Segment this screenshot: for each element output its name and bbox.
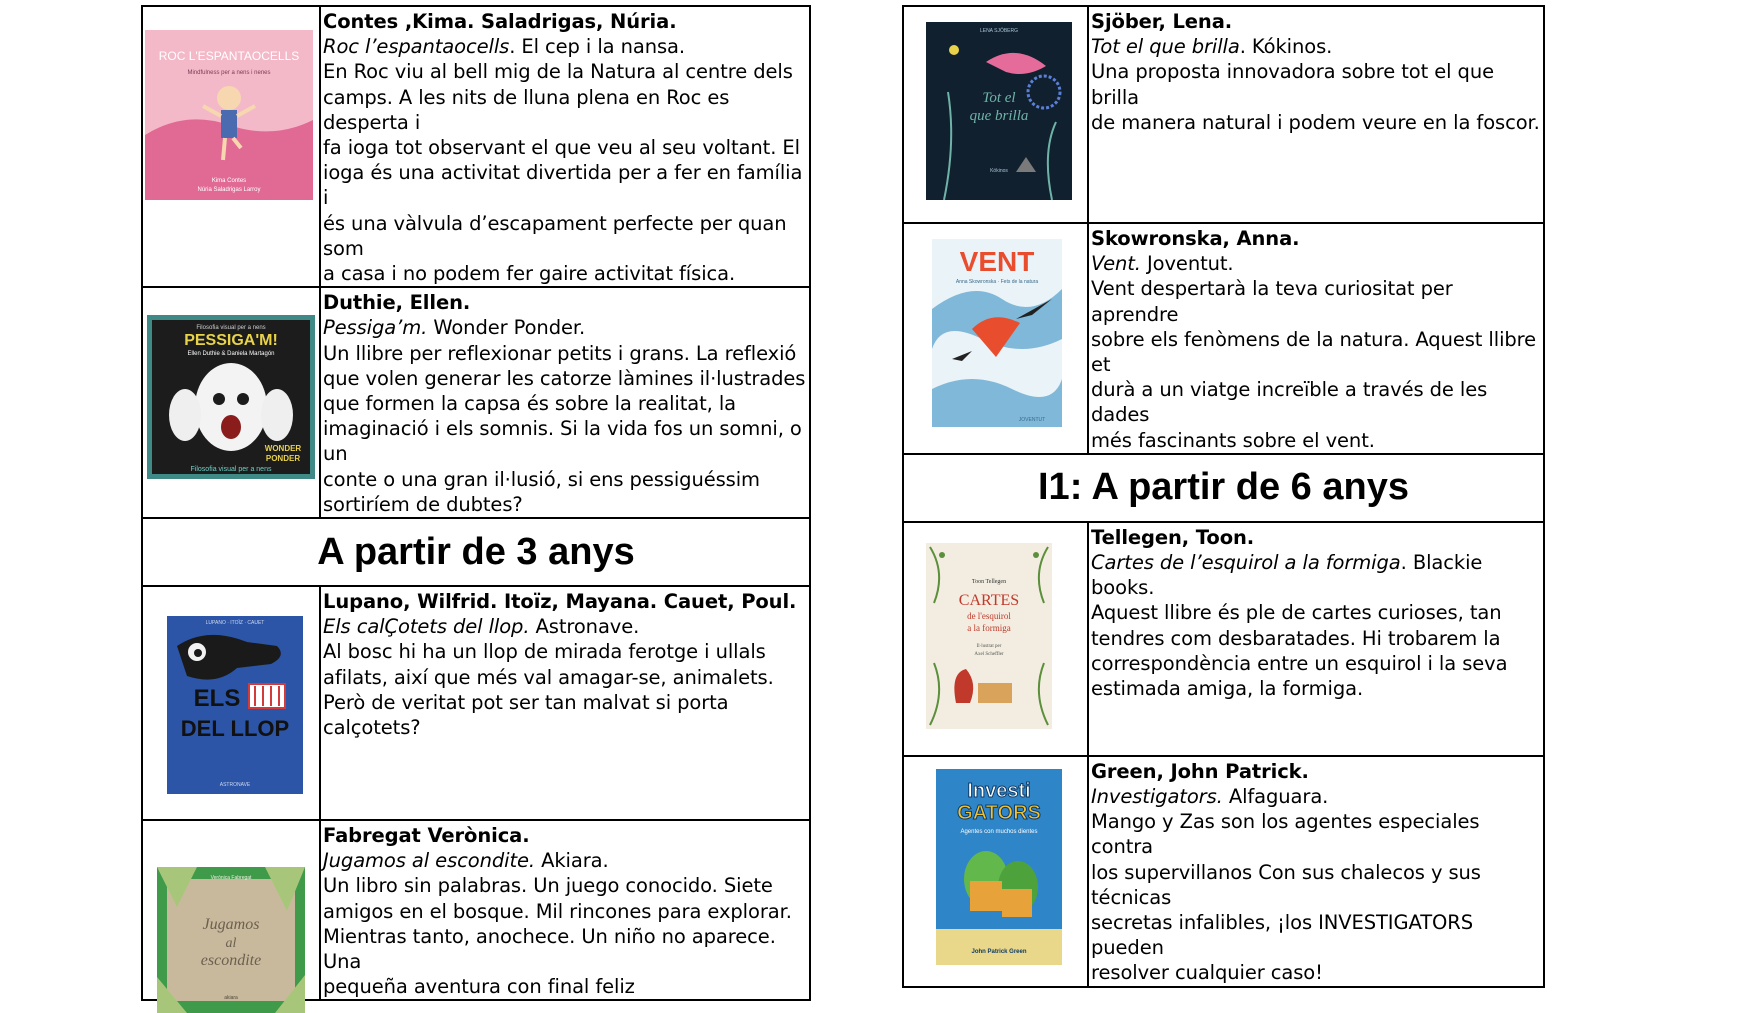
book-description-line: durà a un viatge increïble a través de les dades [1091,378,1488,427]
book-publisher: . El cep i la nansa. [509,35,685,59]
cover-investigators [936,769,1062,965]
cover-calcotets [167,616,303,794]
section-heading: A partir de 3 anys [142,518,810,586]
book-cover-cell [903,522,1088,756]
book-cover-cell [142,287,320,518]
cover-author: Kima Contes [211,178,247,184]
cover-brand: PONDER [265,454,301,464]
book-title-line [323,848,809,873]
book-cover-cell [903,756,1088,987]
cover-title: a la formiga [967,622,1011,633]
cover-publisher: JOVENTUT [1018,417,1046,423]
cover-author: John Patrick Green [971,948,1027,955]
book-description-line: Un libro sin palabras. Un juego conocido. Siete [323,874,773,898]
book-title-line [1091,550,1543,600]
book-title-line [1091,34,1543,59]
cover-vent [932,239,1062,427]
book-publisher: Akiara. [535,849,609,873]
book-description-line: fa ioga tot observant el que veu al seu voltant. El [323,136,800,160]
book-title: Cartes de l’esquirol a la formiga [1091,551,1401,575]
book-description-line: que formen la capsa és sobre la realitat, la [323,392,737,416]
book-description-line: tendres com desbaratades. Hi trobarem la [1091,626,1501,650]
book-description-line: Un llibre per reflexionar petits i grans. La reflexió [323,341,797,365]
book-publisher: Joventut. [1140,252,1234,276]
book-author: Lupano, Wilfrid. Itoïz, Mayana. Cauet, Poul. [323,590,797,614]
book-entry [1088,6,1544,223]
book-entry [1088,223,1544,454]
book-title-line [1091,251,1543,276]
cover-illustrator: Axel Scheffler [974,651,1004,657]
book-title: Pessiga’m. [323,316,428,340]
book-description-line: sortiríem de dubtes? [323,492,523,516]
book-description-line: que volen generar les catorze làmines il·lustrades [323,366,806,390]
cover-author: Ellen Duthie & Daniela Martagón [187,351,275,358]
cover-pessigam [147,315,315,479]
book-description-line: ioga és una activitat divertida per a fer en família i [323,161,803,210]
book-author: Tellegen, Toon. [1091,525,1255,549]
book-description-line: més fascinants sobre el vent. [1091,428,1375,452]
cover-subtitle: Mindfulness per a nens i nenes [187,70,271,76]
cover-author: Verònica Fabregat [210,875,252,882]
book-description-line: los supervillanos Con sus chalecos y sus técnicas [1091,860,1481,909]
book-publisher: . Kókinos. [1239,35,1333,59]
book-author: Sjöber, Lena. [1091,10,1233,33]
cover-title: DEL LLOP [180,716,290,742]
cover-title: escondite [200,952,262,970]
book-description-line: sobre els fenòmens de la natura. Aquest llibre et [1091,327,1537,377]
book-description-line: afilats, així que més val amagar-se, animalets. [323,665,774,689]
book-description-line: Vent despertarà la teva curiositat per aprendre [1091,277,1453,326]
book-title: Vent. [1091,252,1141,276]
book-description-line: amigos en el bosque. Mil rincones para explorar. [323,899,792,923]
cover-roc [145,30,313,200]
book-description-line: Una proposta innovadora sobre tot el que brilla [1091,60,1494,109]
book-author: Contes ,Kima. Saladrigas, Núria. [323,10,677,33]
book-author: Green, John Patrick. [1091,759,1309,783]
book-author: Duthie, Ellen. [323,291,471,315]
cover-jugamos [157,867,305,1013]
book-publisher: . Blackie books. [1091,551,1483,600]
book-cover-cell [142,820,320,1000]
book-title: Els calÇotets del llop. [323,615,530,639]
book-author: Skowronska, Anna. [1091,227,1300,250]
book-description-line: resolver cualquier caso! [1091,961,1323,985]
book-description-line: camps. A les nits de lluna plena en Roc es desperta i [323,85,730,134]
book-title-line [323,315,809,340]
book-description-line: és una vàlvula d’escapament perfecte per quan som [323,211,787,260]
left-book-table [141,5,811,1001]
book-description-line: En Roc viu al bell mig de la Natura al centre dels [323,60,793,84]
cover-title: que brilla [969,108,1029,124]
cover-tagline: Filosofia visual per a nens [190,466,272,474]
book-description-line: Però de veritat pot ser tan malvat si porta calçotets? [323,690,729,740]
book-publisher: Alfaguara. [1222,785,1329,809]
cover-title: Jugamos [202,916,260,934]
cover-subtitle: Anna Skowronska · Fets de la natura [955,279,1039,285]
book-description-line: Aquest llibre és ple de cartes curioses, tan [1091,601,1502,625]
book-cover-cell [142,6,320,287]
book-entry [1088,522,1544,756]
cover-publisher: ASTRONAVE [219,782,251,789]
book-title: Investigators. [1091,785,1223,809]
book-description-line: a casa i no podem fer gaire activitat física. [323,262,736,286]
cover-tagline: Filosofia visual per a nens [196,325,266,332]
book-cover-cell [142,586,320,820]
cover-publisher: Kókinos [990,168,1008,174]
cover-title: GATORS [957,801,1041,824]
book-cover-cell [903,6,1088,223]
cover-subtitle: Agentes con muchos dientes [960,828,1038,835]
book-description-line: secretas infalibles, ¡los INVESTIGATORS pueden [1091,911,1473,960]
cover-title: PESSIGA'M! [184,332,278,350]
book-description-line: Al bosc hi ha un llop de mirada ferotge i ullals [323,640,766,664]
cover-title: Investi [967,779,1031,802]
cover-author: LENA SJÖBERG [979,28,1019,34]
section-heading: I1: A partir de 6 anys [903,454,1544,522]
cover-publisher: akiara [224,995,238,1002]
cover-title: Tot el [982,90,1016,106]
book-cover-cell [903,223,1088,454]
cover-title: CARTES [958,591,1020,609]
cover-title: al [225,936,237,952]
book-title: Tot el que brilla [1091,35,1240,59]
cover-title: de l'esquirol [967,610,1011,621]
book-description-line: Mango y Zas son los agentes especiales contra [1091,810,1480,859]
book-title-line [323,614,809,639]
book-entry [320,6,810,287]
book-title: Roc l’espantaocells [323,35,510,59]
book-description-line: de manera natural i podem veure en la foscor. [1091,110,1540,134]
cover-illustrator: Il·lustrat per [976,643,1002,649]
book-title: Jugamos al escondite. [323,849,535,873]
right-book-table [902,5,1545,988]
book-entry [320,287,810,518]
book-title-line [323,34,809,59]
cover-title: VENT [959,246,1035,277]
cover-author: Toon Tellegen [971,578,1007,585]
cover-tot-el-que-brilla [926,22,1072,200]
book-entry [1088,756,1544,987]
book-description-line: pequeña aventura con final feliz [323,975,635,999]
cover-brand: WONDER [264,444,302,454]
book-description-line: imaginació i els somnis. Si la vida fos un somni, o un [323,417,802,466]
book-publisher: Wonder Ponder. [427,316,586,340]
book-description-line: correspondència entre un esquirol i la seva [1091,651,1508,675]
cover-cartes-esquirol [926,543,1052,729]
cover-title: ELS [193,685,241,713]
book-title-line [1091,784,1543,809]
cover-title: ROC L'ESPANTAOCELLS [158,49,300,63]
book-publisher: Astronave. [529,615,640,639]
book-description-line: conte o una gran il·lusió, si ens pessiguéssim [323,467,760,491]
book-description-line: Mientras tanto, anochece. Un niño no aparece. Una [323,924,776,974]
book-description-line: estimada amiga, la formiga. [1091,677,1364,701]
cover-author: LUPANO · ITOÏZ · CAUET [205,620,265,627]
book-entry [320,820,810,1000]
cover-author: Núria Saladrigas Larroy [197,187,261,193]
book-author: Fabregat Verònica. [323,824,530,848]
book-entry [320,586,810,820]
